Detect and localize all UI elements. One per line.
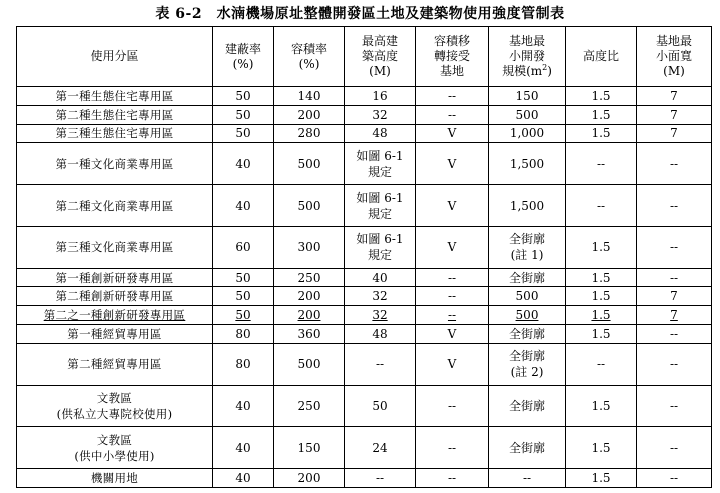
cell-min-scale: 全街廓	[489, 427, 566, 469]
cell-min-frontage: --	[637, 325, 712, 344]
cell-building-coverage: 40	[213, 143, 274, 185]
header-building-coverage: 建蔽率 (%)	[213, 27, 274, 87]
cell-max-height: 24	[345, 427, 416, 469]
table-row	[17, 124, 712, 143]
cell-min-frontage: 7	[637, 124, 712, 143]
table-row	[17, 385, 712, 427]
cell-min-scale: 全街廓 (註 2)	[489, 343, 566, 385]
table-row	[17, 185, 712, 227]
cell-floor-area-ratio: 200	[274, 306, 345, 325]
cell-building-coverage: 50	[213, 105, 274, 124]
header-row	[17, 27, 712, 87]
header-max-height: 最高建 築高度 (M)	[345, 27, 416, 87]
cell-transfer-receiving: --	[416, 385, 489, 427]
cell-max-height: 如圖 6-1 規定	[345, 185, 416, 227]
cell-height-ratio: --	[566, 143, 637, 185]
cell-building-coverage: 50	[213, 87, 274, 106]
land-use-intensity-table	[16, 26, 712, 488]
cell-height-ratio: --	[566, 343, 637, 385]
cell-zone: 第二種創新研發專用區	[17, 287, 213, 306]
cell-min-frontage: 7	[637, 87, 712, 106]
cell-min-scale: 500	[489, 287, 566, 306]
cell-zone: 第二種經貿專用區	[17, 343, 213, 385]
cell-floor-area-ratio: 300	[274, 226, 345, 268]
cell-zone: 機關用地	[17, 469, 213, 488]
cell-floor-area-ratio: 360	[274, 325, 345, 344]
cell-height-ratio: 1.5	[566, 268, 637, 287]
cell-min-frontage: 7	[637, 287, 712, 306]
cell-max-height: 50	[345, 385, 416, 427]
cell-transfer-receiving: V	[416, 343, 489, 385]
cell-transfer-receiving: --	[416, 306, 489, 325]
cell-min-frontage: 7	[637, 306, 712, 325]
cell-height-ratio: 1.5	[566, 287, 637, 306]
cell-min-scale: 500	[489, 306, 566, 325]
cell-min-scale: --	[489, 469, 566, 488]
cell-building-coverage: 40	[213, 469, 274, 488]
cell-building-coverage: 50	[213, 124, 274, 143]
cell-height-ratio: 1.5	[566, 306, 637, 325]
cell-min-scale: 全街廓 (註 1)	[489, 226, 566, 268]
header-floor-area-ratio: 容積率 (%)	[274, 27, 345, 87]
table-row	[17, 287, 712, 306]
cell-max-height: 40	[345, 268, 416, 287]
header-min-scale: 基地最 小開發 規模$(m^2)$	[489, 27, 566, 87]
cell-floor-area-ratio: 200	[274, 287, 345, 306]
header-transfer-receiving: 容積移 轉接受 基地	[416, 27, 489, 87]
table-row	[17, 469, 712, 488]
cell-min-frontage: --	[637, 343, 712, 385]
table-caption: 表 6-2 水湳機場原址整體開發區土地及建築物使用強度管制表	[155, 6, 565, 22]
cell-max-height: 16	[345, 87, 416, 106]
table-row	[17, 268, 712, 287]
cell-transfer-receiving: --	[416, 105, 489, 124]
cell-building-coverage: 40	[213, 385, 274, 427]
cell-height-ratio: 1.5	[566, 427, 637, 469]
cell-max-height: 32	[345, 105, 416, 124]
cell-transfer-receiving: --	[416, 469, 489, 488]
cell-floor-area-ratio: 280	[274, 124, 345, 143]
cell-floor-area-ratio: 200	[274, 469, 345, 488]
cell-max-height: 32	[345, 306, 416, 325]
cell-floor-area-ratio: 500	[274, 143, 345, 185]
cell-min-frontage: 7	[637, 105, 712, 124]
table-row	[17, 105, 712, 124]
cell-zone: 第二之一種創新研發專用區	[17, 306, 213, 325]
cell-height-ratio: 1.5	[566, 469, 637, 488]
cell-max-height: --	[345, 343, 416, 385]
cell-min-scale: 500	[489, 105, 566, 124]
cell-max-height: 如圖 6-1 規定	[345, 143, 416, 185]
cell-building-coverage: 80	[213, 325, 274, 344]
cell-floor-area-ratio: 150	[274, 427, 345, 469]
cell-min-frontage: --	[637, 469, 712, 488]
cell-floor-area-ratio: 250	[274, 268, 345, 287]
cell-transfer-receiving: --	[416, 427, 489, 469]
cell-floor-area-ratio: 140	[274, 87, 345, 106]
cell-transfer-receiving: V	[416, 226, 489, 268]
cell-building-coverage: 40	[213, 185, 274, 227]
table-row	[17, 226, 712, 268]
cell-min-frontage: --	[637, 427, 712, 469]
table-row	[17, 325, 712, 344]
cell-floor-area-ratio: 250	[274, 385, 345, 427]
cell-zone: 第二種文化商業專用區	[17, 185, 213, 227]
cell-min-frontage: --	[637, 268, 712, 287]
cell-transfer-receiving: --	[416, 268, 489, 287]
cell-building-coverage: 50	[213, 287, 274, 306]
cell-transfer-receiving: --	[416, 87, 489, 106]
cell-height-ratio: 1.5	[566, 385, 637, 427]
table-row	[17, 143, 712, 185]
cell-building-coverage: 40	[213, 427, 274, 469]
cell-min-frontage: --	[637, 185, 712, 227]
cell-height-ratio: --	[566, 185, 637, 227]
cell-building-coverage: 60	[213, 226, 274, 268]
cell-height-ratio: 1.5	[566, 105, 637, 124]
cell-zone: 第一種經貿專用區	[17, 325, 213, 344]
cell-transfer-receiving: --	[416, 287, 489, 306]
cell-building-coverage: 50	[213, 268, 274, 287]
cell-zone: 第三種生態住宅專用區	[17, 124, 213, 143]
cell-zone: 第二種生態住宅專用區	[17, 105, 213, 124]
cell-height-ratio: 1.5	[566, 226, 637, 268]
cell-min-scale: 1,500	[489, 143, 566, 185]
cell-min-scale: 全街廓	[489, 268, 566, 287]
cell-zone: 第三種文化商業專用區	[17, 226, 213, 268]
cell-transfer-receiving: V	[416, 143, 489, 185]
header-min-frontage: 基地最 小面寬 (M)	[637, 27, 712, 87]
cell-max-height: 48	[345, 124, 416, 143]
header-zone: 使用分區	[17, 27, 213, 87]
cell-min-frontage: --	[637, 226, 712, 268]
table-row	[17, 87, 712, 106]
cell-transfer-receiving: V	[416, 124, 489, 143]
cell-floor-area-ratio: 500	[274, 343, 345, 385]
cell-max-height: --	[345, 469, 416, 488]
cell-max-height: 如圖 6-1 規定	[345, 226, 416, 268]
cell-floor-area-ratio: 500	[274, 185, 345, 227]
cell-zone: 文教區 (供中小學使用)	[17, 427, 213, 469]
cell-transfer-receiving: V	[416, 325, 489, 344]
cell-height-ratio: 1.5	[566, 87, 637, 106]
table-row	[17, 427, 712, 469]
header-height-ratio: 高度比	[566, 27, 637, 87]
cell-max-height: 48	[345, 325, 416, 344]
cell-transfer-receiving: V	[416, 185, 489, 227]
cell-building-coverage: 80	[213, 343, 274, 385]
cell-min-scale: 全街廓	[489, 325, 566, 344]
cell-zone: 文教區 (供私立大專院校使用)	[17, 385, 213, 427]
cell-min-scale: 150	[489, 87, 566, 106]
cell-zone: 第一種創新研發專用區	[17, 268, 213, 287]
cell-height-ratio: 1.5	[566, 325, 637, 344]
cell-min-scale: 1,000	[489, 124, 566, 143]
cell-zone: 第一種文化商業專用區	[17, 143, 213, 185]
table-row	[17, 306, 712, 325]
cell-floor-area-ratio: 200	[274, 105, 345, 124]
cell-min-frontage: --	[637, 385, 712, 427]
cell-max-height: 32	[345, 287, 416, 306]
cell-height-ratio: 1.5	[566, 124, 637, 143]
cell-min-scale: 全街廓	[489, 385, 566, 427]
table-row	[17, 343, 712, 385]
cell-building-coverage: 50	[213, 306, 274, 325]
cell-min-frontage: --	[637, 143, 712, 185]
cell-zone: 第一種生態住宅專用區	[17, 87, 213, 106]
cell-min-scale: 1,500	[489, 185, 566, 227]
superscript: 2	[542, 63, 548, 72]
